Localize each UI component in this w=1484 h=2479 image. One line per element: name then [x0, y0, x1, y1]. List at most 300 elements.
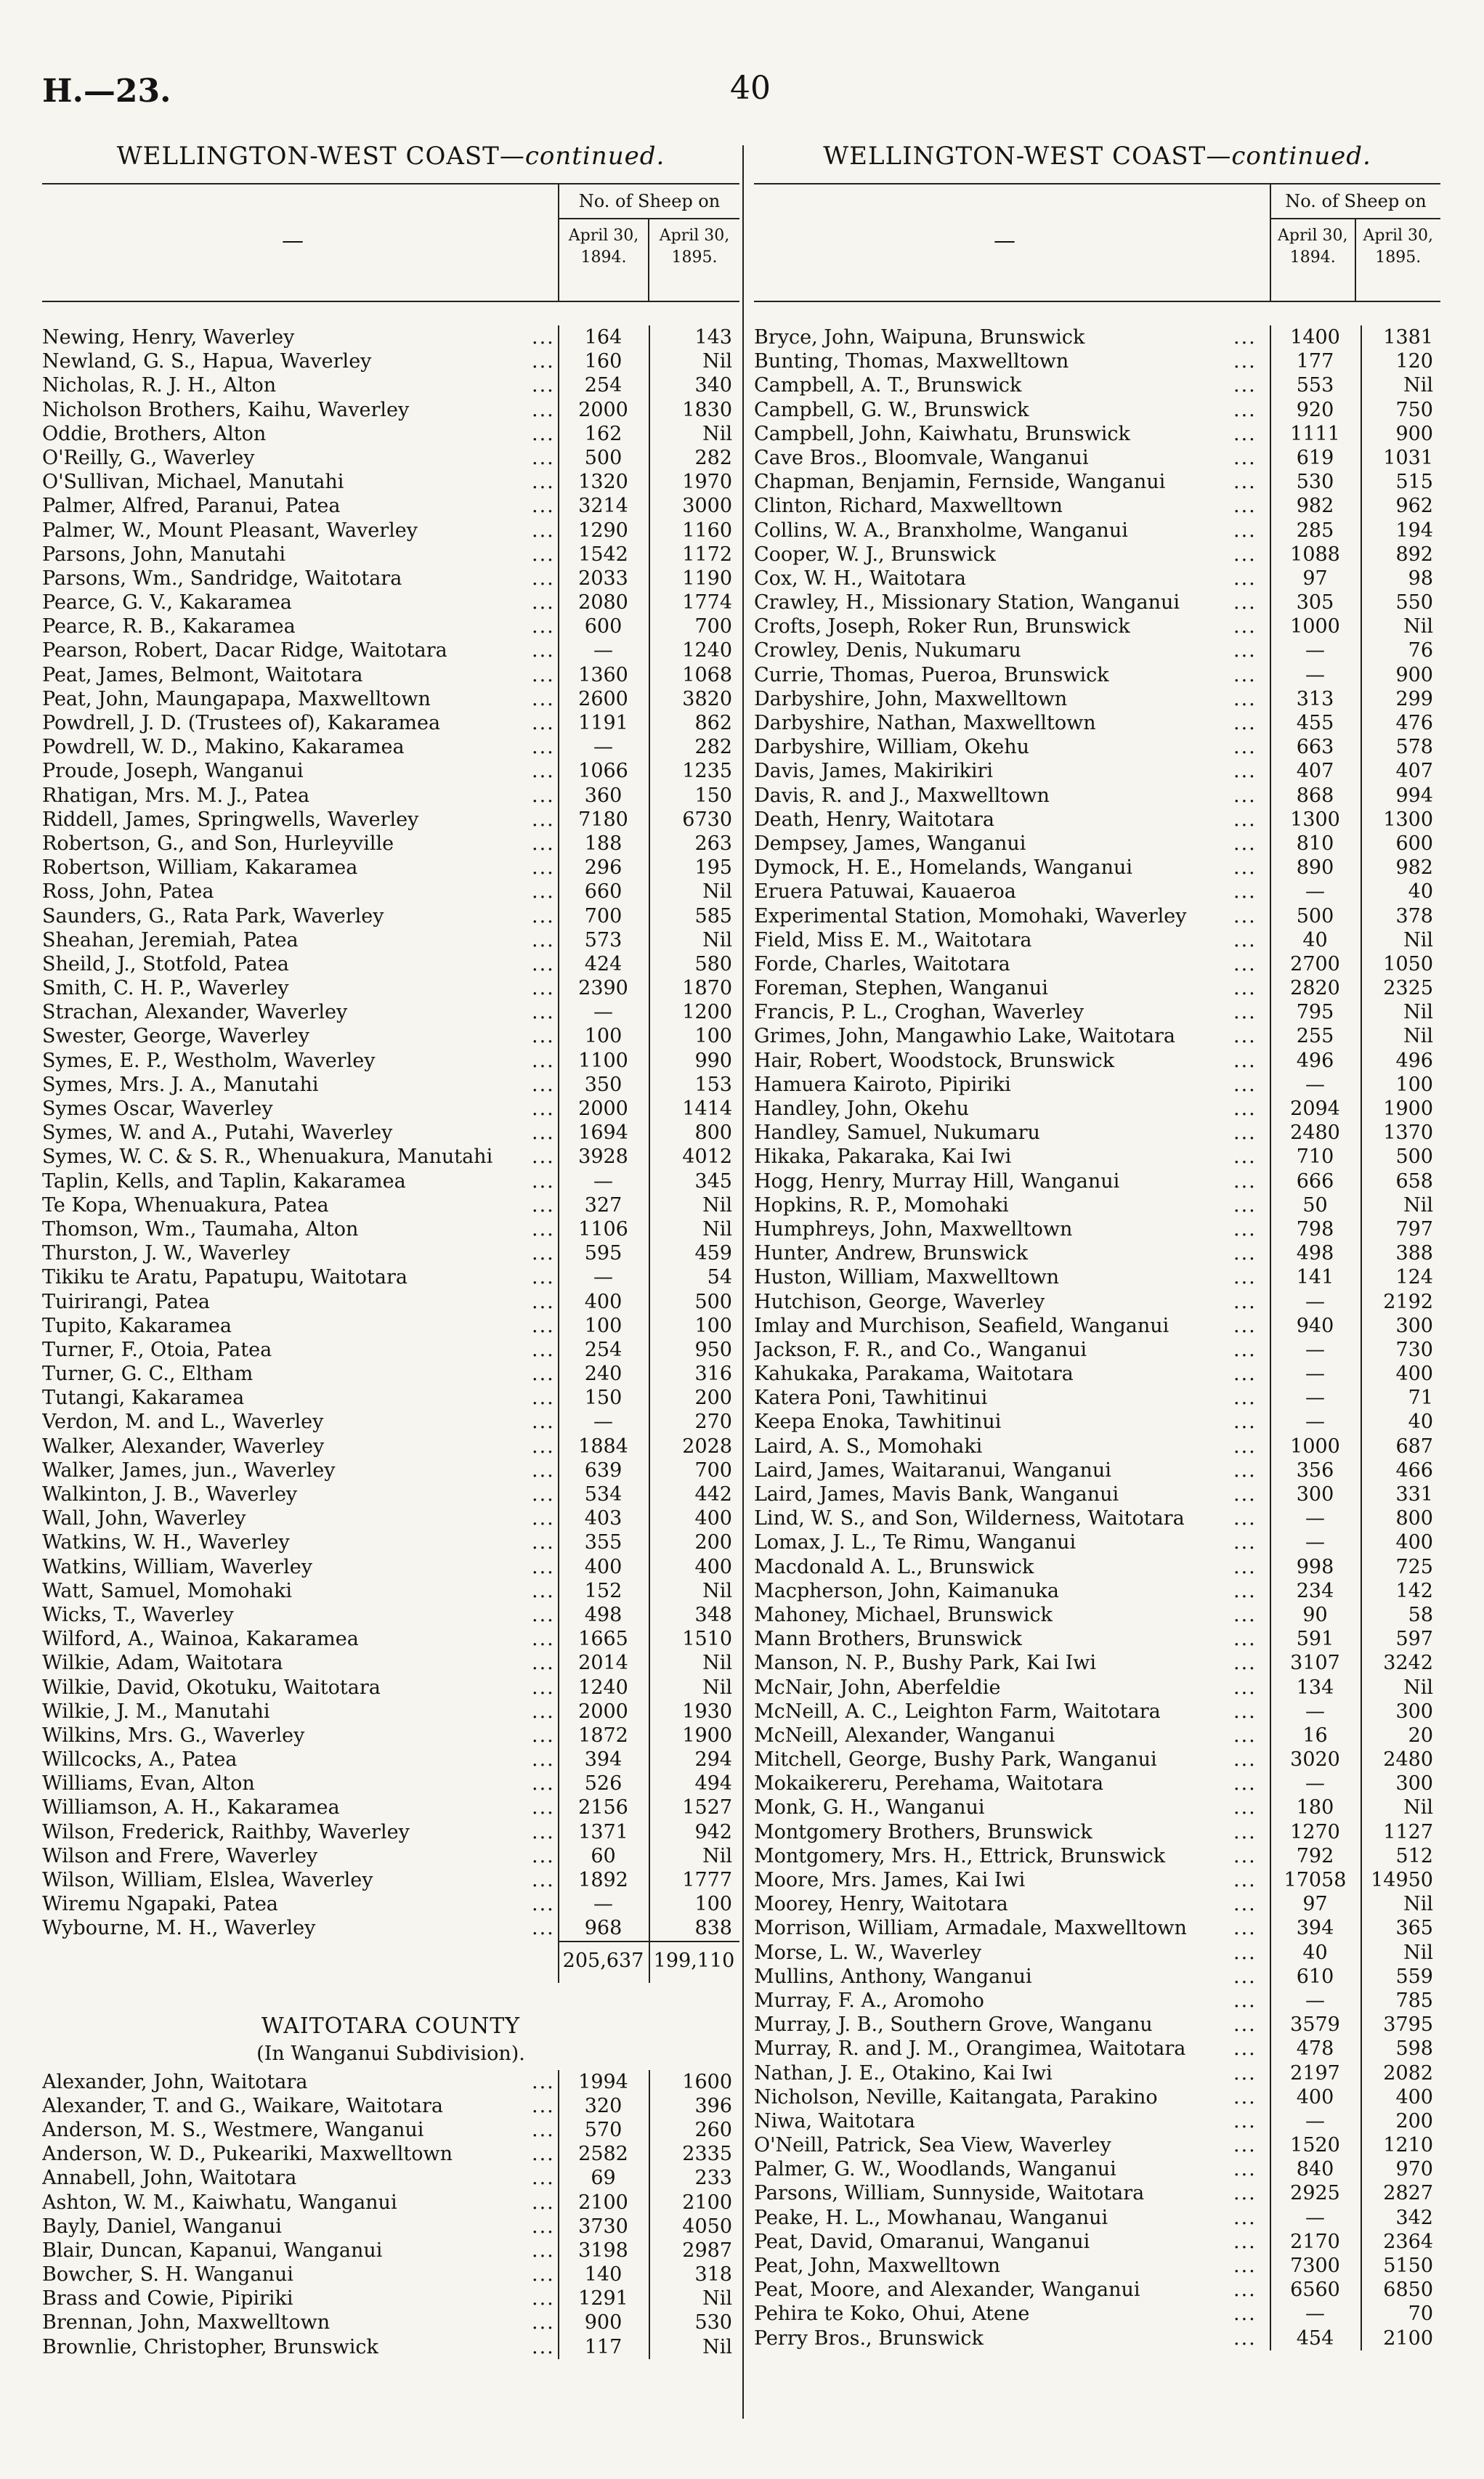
sheep-1895: 466 [1395, 1458, 1433, 1482]
leader-dots: ... [1233, 1507, 1257, 1530]
table-row [42, 2287, 739, 2310]
sheep-1895: 800 [694, 1121, 732, 1145]
leader-dots: ... [1233, 350, 1257, 373]
sheep-1894: 162 [584, 422, 623, 445]
holder-name: Laird, James, Mavis Bank, Wanganui [754, 1483, 1119, 1506]
table-row [42, 1241, 739, 1265]
leader-dots: ... [532, 1435, 555, 1458]
sheep-1894: — [1305, 1772, 1325, 1796]
holder-name: Symes, W. C. & S. R., Whenuakura, Manutahi [42, 1145, 493, 1169]
holder-name: Bunting, Thomas, Maxwelltown [754, 350, 1069, 373]
sheep-1894: — [1305, 639, 1325, 662]
sheep-1894: 660 [584, 880, 623, 904]
holder-name: Moorey, Henry, Waitotara [754, 1893, 1008, 1916]
leader-dots: ... [532, 1073, 555, 1096]
table-row [754, 2109, 1440, 2133]
table-row [754, 470, 1440, 494]
leader-dots: ... [1233, 2206, 1257, 2229]
table-row [42, 543, 739, 567]
holder-name: Imlay and Murchison, Seafield, Wanganui [754, 1314, 1169, 1337]
holder-name: Newing, Henry, Waverley [42, 326, 295, 349]
sheep-1894: 2170 [1290, 2230, 1340, 2253]
sheep-1894: 134 [1296, 1676, 1334, 1699]
table-row [42, 1868, 739, 1892]
table-row [42, 1482, 739, 1506]
sheep-1895: Nil [702, 1193, 732, 1217]
sheep-1895: Nil [1403, 1796, 1433, 1819]
sheep-1894: 296 [584, 856, 623, 880]
sheep-1894: 478 [1296, 2037, 1334, 2061]
table-row [42, 591, 739, 614]
sheep-1894: 403 [584, 1507, 623, 1530]
sheep-1894: 6560 [1290, 2279, 1340, 2302]
holder-name: Bryce, John, Waipuna, Brunswick [754, 326, 1085, 349]
holder-name: Mitchell, George, Bushy Park, Wanganui [754, 1748, 1157, 1772]
sheep-1895: 459 [694, 1242, 732, 1265]
sheep-1895: 3000 [682, 495, 732, 518]
sheep-1895: 900 [1395, 422, 1433, 445]
leader-dots: ... [1233, 1989, 1257, 2012]
holder-name: Walker, Alexander, Waverley [42, 1435, 325, 1458]
leader-dots: ... [532, 2191, 555, 2214]
leader-dots: ... [1233, 1820, 1257, 1843]
holder-name: Cooper, W. J., Brunswick [754, 543, 996, 566]
table-row [42, 1386, 739, 1410]
table-row [754, 349, 1440, 373]
table-row [42, 687, 739, 711]
sheep-1895: 142 [1395, 1579, 1433, 1602]
sheep-1895: 100 [694, 1893, 732, 1916]
sheep-1894: 3020 [1290, 1748, 1340, 1772]
leader-dots: ... [1233, 2061, 1257, 2085]
sheep-1895: 994 [1395, 784, 1433, 807]
sheep-1895: 316 [694, 1363, 732, 1386]
sheep-1895: Nil [702, 1676, 732, 1699]
sheep-1894: 1371 [578, 1820, 628, 1843]
leader-dots: ... [1233, 2326, 1257, 2350]
sheep-1895: 1300 [1383, 808, 1433, 831]
sheep-1895: 200 [694, 1387, 732, 1410]
sheep-1895: 400 [694, 1507, 732, 1530]
sheep-1895: 396 [694, 2094, 732, 2117]
sheep-1895: 3820 [682, 687, 732, 710]
sheep-1895: 270 [694, 1411, 732, 1434]
holder-name: Ross, John, Patea [42, 880, 214, 904]
sheep-1894: 320 [584, 2094, 623, 2117]
holder-name: Darbyshire, William, Okehu [754, 736, 1030, 759]
sheep-1895: 20 [1408, 1724, 1433, 1747]
leader-dots: ... [532, 1290, 555, 1313]
table-row [754, 735, 1440, 759]
leader-dots: ... [532, 1193, 555, 1217]
left-table-header [42, 183, 739, 302]
leader-dots: ... [1233, 1121, 1257, 1145]
table-row [42, 1555, 739, 1579]
holder-name: Rhatigan, Mrs. M. J., Patea [42, 784, 310, 807]
holder-name: Parsons, John, Manutahi [42, 543, 285, 566]
table-row [42, 1458, 739, 1482]
table-row [42, 1820, 739, 1844]
holder-name: Watt, Samuel, Momohaki [42, 1579, 292, 1602]
table-row [754, 1121, 1440, 1145]
sheep-1895: 6850 [1383, 2279, 1433, 2302]
sheep-1895: 900 [1395, 663, 1433, 686]
leader-dots: ... [1233, 1796, 1257, 1819]
sheep-1894: — [593, 736, 613, 759]
leader-dots: ... [1233, 663, 1257, 686]
sheep-1894: 150 [584, 1387, 623, 1410]
sheep-1895: 378 [1395, 904, 1433, 928]
sheep-1895: 263 [694, 832, 732, 855]
table-row [754, 1820, 1440, 1844]
sheep-1895: 1370 [1383, 1121, 1433, 1145]
holder-name: Cave Bros., Bloomvale, Wanganui [754, 446, 1089, 469]
leader-dots: ... [532, 398, 555, 421]
table-row [754, 543, 1440, 567]
holder-name: Te Kopa, Whenuakura, Patea [42, 1193, 329, 1217]
table-row [42, 1772, 739, 1796]
section-table-body [42, 2070, 739, 2359]
sheep-1895: Nil [1403, 928, 1433, 952]
leader-dots: ... [1233, 1555, 1257, 1578]
holder-name: Niwa, Waitotara [754, 2109, 915, 2133]
sheep-1894: 400 [584, 1555, 623, 1578]
right-col-1895: April 30, 1895. [1363, 227, 1434, 267]
leader-dots: ... [532, 1844, 555, 1867]
leader-dots: ... [532, 1820, 555, 1843]
holder-name: Pehira te Koko, Ohui, Atene [754, 2302, 1030, 2326]
leader-dots: ... [532, 350, 555, 373]
sheep-1894: 2033 [578, 567, 628, 590]
leader-dots: ... [532, 1025, 555, 1048]
sheep-1895: 365 [1395, 1917, 1433, 1940]
table-row [42, 1073, 739, 1097]
leader-dots: ... [532, 904, 555, 928]
leader-dots: ... [532, 374, 555, 397]
sheep-1894: 400 [584, 1290, 623, 1313]
sheep-1895: 100 [694, 1025, 732, 1048]
sheep-1895: 345 [694, 1169, 732, 1193]
table-row [754, 1241, 1440, 1265]
sheep-1894: 356 [1296, 1458, 1334, 1482]
leader-dots: ... [1233, 374, 1257, 397]
holder-name: Brennan, John, Maxwelltown [42, 2311, 331, 2334]
holder-name: Lind, W. S., and Son, Wilderness, Waitotara [754, 1507, 1185, 1530]
holder-name: Watkins, William, Waverley [42, 1555, 312, 1578]
page-number: 40 [730, 70, 771, 107]
sheep-1895: 40 [1408, 880, 1433, 904]
sheep-1895: 388 [1395, 1242, 1433, 1265]
table-row [42, 1916, 739, 1940]
sheep-1895: 2827 [1383, 2182, 1433, 2205]
leader-dots: ... [532, 1338, 555, 1361]
sheep-1894: 234 [1296, 1579, 1334, 1602]
sheep-1894: 60 [591, 1844, 616, 1867]
leader-dots: ... [1233, 1676, 1257, 1699]
table-row [42, 928, 739, 952]
holder-name: Tikiku te Aratu, Papatupu, Waitotara [42, 1266, 408, 1289]
table-row [42, 1724, 739, 1748]
leader-dots: ... [1233, 1652, 1257, 1675]
sheep-1894: 3928 [578, 1145, 628, 1169]
right-group-label: No. of Sheep on [1271, 184, 1440, 219]
leader-dots: ... [532, 952, 555, 975]
left-col-1895: April 30, 1895. [659, 227, 730, 267]
sheep-1895: 4050 [682, 2215, 732, 2238]
leader-dots: ... [532, 2118, 555, 2141]
sheep-1895: 1172 [682, 543, 732, 566]
leader-dots: ... [1233, 1169, 1257, 1193]
table-row [42, 1362, 739, 1386]
holder-name: Wall, John, Waverley [42, 1507, 246, 1530]
sheep-1895: 530 [694, 2311, 732, 2334]
sheep-1895: 990 [694, 1049, 732, 1072]
sheep-1895: 1050 [1383, 952, 1433, 975]
sheep-1894: 2582 [578, 2143, 628, 2166]
table-row [42, 1097, 739, 1121]
sheep-1894: — [593, 1266, 613, 1289]
holder-name: Parsons, Wm., Sandridge, Waitotara [42, 567, 402, 590]
sheep-1894: — [593, 639, 613, 662]
leader-dots: ... [532, 1700, 555, 1723]
table-row [42, 1506, 739, 1530]
section-title: WAITOTARA COUNTY [261, 2013, 521, 2039]
table-row [754, 1362, 1440, 1386]
holder-name: Nicholas, R. J. H., Alton [42, 374, 277, 397]
holder-name: O'Neill, Patrick, Sea View, Waverley [754, 2134, 1111, 2157]
table-row [42, 2335, 739, 2359]
sheep-1894: — [1305, 1387, 1325, 1410]
holder-name: Williamson, A. H., Kakaramea [42, 1796, 340, 1819]
sheep-1895: 838 [694, 1917, 732, 1940]
sheep-1894: 570 [584, 2118, 623, 2141]
holder-name: Peat, John, Maungapapa, Maxwelltown [42, 687, 431, 710]
leader-dots: ... [532, 639, 555, 662]
holder-name: Hamuera Kairoto, Pipiriki [754, 1073, 1011, 1096]
leader-dots: ... [1233, 543, 1257, 566]
left-title-continued: —continued. [499, 142, 665, 171]
sheep-1894: 97 [1302, 1893, 1328, 1916]
sheep-1895: 496 [1395, 1049, 1433, 1072]
table-row [42, 398, 739, 422]
table-row [42, 1579, 739, 1603]
table-row [754, 1410, 1440, 1434]
sheep-1895: 2325 [1383, 977, 1433, 1000]
right-rows [754, 325, 1440, 2350]
leader-dots: ... [1233, 2013, 1257, 2037]
sheep-1895: Nil [702, 2287, 732, 2310]
sheep-1894: 40 [1302, 1941, 1328, 1964]
table-row [754, 1049, 1440, 1073]
sheep-1894: 50 [1302, 1193, 1328, 1217]
page-header [0, 0, 1484, 116]
sheep-1894: 2390 [578, 977, 628, 1000]
leader-dots: ... [1233, 1001, 1257, 1024]
leader-dots: ... [1233, 519, 1257, 542]
sheep-1894: 1665 [578, 1628, 628, 1651]
sheep-1895: 700 [694, 615, 732, 638]
sheep-1895: 300 [1395, 1314, 1433, 1337]
leader-dots: ... [1233, 446, 1257, 469]
sheep-1894: 2080 [578, 591, 628, 614]
holder-name: Montgomery Brothers, Brunswick [754, 1820, 1092, 1843]
table-row [42, 494, 739, 518]
table-row [42, 1193, 739, 1217]
sheep-1894: 2100 [578, 2191, 628, 2214]
holder-name: Alexander, John, Waitotara [42, 2070, 308, 2093]
leader-dots: ... [532, 1555, 555, 1578]
leader-dots: ... [1233, 2302, 1257, 2326]
table-row [754, 325, 1440, 349]
leader-dots: ... [532, 1363, 555, 1386]
table-row [754, 1314, 1440, 1338]
sheep-1895: 2192 [1383, 1290, 1433, 1313]
leader-dots: ... [532, 1121, 555, 1145]
sheep-1895: 76 [1408, 639, 1433, 662]
holder-name: Annabell, John, Waitotara [42, 2167, 297, 2190]
holder-name: Pearce, G. V., Kakaramea [42, 591, 292, 614]
holder-name: Lomax, J. L., Te Rimu, Wanganui [754, 1531, 1076, 1554]
sheep-1894: 2014 [578, 1652, 628, 1675]
sheep-1895: 200 [1395, 2109, 1433, 2133]
sheep-1894: 534 [584, 1483, 623, 1506]
holder-name: Brownlie, Christopher, Brunswick [42, 2335, 378, 2358]
leader-dots: ... [532, 567, 555, 590]
sheep-1894: 160 [584, 350, 623, 373]
sheep-1895: 515 [1395, 471, 1433, 494]
sheep-1895: Nil [702, 422, 732, 445]
sheep-1895: Nil [1403, 374, 1433, 397]
holder-name: Mahoney, Michael, Brunswick [754, 1603, 1053, 1626]
holder-name: Forde, Charles, Waitotara [754, 952, 1010, 975]
sheep-1895: 550 [1395, 591, 1433, 614]
table-row [754, 1676, 1440, 1700]
leader-dots: ... [532, 977, 555, 1000]
sheep-1895: 442 [694, 1483, 732, 1506]
leader-dots: ... [532, 1676, 555, 1699]
leader-dots: ... [532, 1098, 555, 1120]
sheep-1894: — [1305, 2109, 1325, 2133]
sheep-1895: 730 [1395, 1338, 1433, 1361]
table-row [754, 1290, 1440, 1314]
sheep-1895: 658 [1395, 1169, 1433, 1193]
sheep-1894: 591 [1296, 1628, 1334, 1651]
table-row [754, 711, 1440, 735]
sheep-1895: 400 [694, 1555, 732, 1578]
right-title-continued: —continued. [1206, 142, 1371, 171]
table-row [42, 1290, 739, 1314]
sheep-1894: 313 [1296, 687, 1334, 710]
sheep-1895: 1900 [682, 1724, 732, 1747]
leader-dots: ... [532, 1266, 555, 1289]
right-table-header [754, 183, 1440, 302]
right-title-text: WELLINGTON-WEST COAST [823, 142, 1207, 171]
sheep-1895: 342 [1395, 2206, 1433, 2229]
holder-name: Mullins, Anthony, Wanganui [754, 1965, 1032, 1988]
sheep-1894: — [1305, 1411, 1325, 1434]
holder-name: McNair, John, Aberfeldie [754, 1676, 1001, 1699]
holder-name: Monk, G. H., Wanganui [754, 1796, 985, 1819]
holder-name: Swester, George, Waverley [42, 1025, 310, 1048]
right-name-column-header: — [994, 228, 1015, 253]
holder-name: Palmer, G. W., Woodlands, Wanganui [754, 2158, 1116, 2181]
sheep-1894: 595 [584, 1242, 623, 1265]
holder-name: Wilkie, Adam, Waitotara [42, 1652, 283, 1675]
sheep-1894: 360 [584, 784, 623, 807]
holder-name: Smith, C. H. P., Waverley [42, 977, 289, 1000]
holder-name: Nicholson Brothers, Kaihu, Waverley [42, 398, 410, 421]
sheep-1895: Nil [1403, 1001, 1433, 1024]
holder-name: Cox, W. H., Waitotara [754, 567, 966, 590]
sheep-1895: 98 [1408, 567, 1433, 590]
sheep-1895: 1127 [1383, 1820, 1433, 1843]
left-table-body [42, 325, 739, 1983]
table-row [42, 976, 739, 1000]
section-subtitle: (In Wanganui Subdivision). [256, 2042, 525, 2065]
leader-dots: ... [1233, 2230, 1257, 2253]
holder-name: Williams, Evan, Alton [42, 1772, 255, 1796]
sheep-1895: 1900 [1383, 1098, 1433, 1120]
table-row [42, 1000, 739, 1024]
leader-dots: ... [1233, 2182, 1257, 2205]
sheep-1894: — [1305, 1700, 1325, 1723]
sheep-1895: 300 [1395, 1700, 1433, 1723]
sheep-1895: 282 [694, 446, 732, 469]
table-row [42, 1603, 739, 1627]
leader-dots: ... [1233, 952, 1257, 975]
leader-dots: ... [1233, 1025, 1257, 1048]
holder-name: Crawley, H., Missionary Station, Wanganui [754, 591, 1180, 614]
table-row [42, 2215, 739, 2239]
holder-name: Campbell, John, Kaiwhatu, Brunswick [754, 422, 1130, 445]
holder-name: Palmer, W., Mount Pleasant, Waverley [42, 519, 418, 542]
table-row [42, 446, 739, 470]
holder-name: Macpherson, John, Kaimanuka [754, 1579, 1059, 1602]
sheep-1894: 900 [584, 2311, 623, 2334]
leader-dots: ... [532, 663, 555, 686]
holder-name: Experimental Station, Momohaki, Waverley [754, 904, 1187, 928]
sheep-1895: 500 [694, 1290, 732, 1313]
holder-name: Peat, John, Maxwelltown [754, 2255, 1001, 2277]
leader-dots: ... [1233, 615, 1257, 638]
leader-dots: ... [1233, 422, 1257, 445]
table-row [42, 1700, 739, 1724]
table-row [754, 373, 1440, 397]
table-row [42, 422, 739, 446]
sheep-1895: 143 [694, 326, 732, 349]
leader-dots: ... [532, 1603, 555, 1626]
sheep-1894: 573 [584, 928, 623, 952]
sheep-1894: 619 [1296, 446, 1334, 469]
table-row [42, 1049, 739, 1073]
holder-name: Grimes, John, Mangawhio Lake, Waitotara [754, 1025, 1175, 1048]
sheep-1894: 285 [1296, 519, 1334, 542]
holder-name: Bowcher, S. H. Wanganui [42, 2263, 293, 2287]
holder-name: Humphreys, John, Maxwelltown [754, 1217, 1073, 1241]
sheep-1894: 610 [1296, 1965, 1334, 1988]
sheep-1894: 810 [1296, 832, 1334, 855]
sheep-1895: 400 [1395, 1531, 1433, 1554]
leader-dots: ... [1233, 326, 1257, 349]
sheep-1895: 100 [694, 1314, 732, 1337]
leader-dots: ... [1233, 736, 1257, 759]
sheep-1894: 553 [1296, 374, 1334, 397]
sheep-1894: 792 [1296, 1844, 1334, 1867]
leader-dots: ... [532, 495, 555, 518]
sheep-1895: 40 [1408, 1411, 1433, 1434]
sheep-1894: 920 [1296, 398, 1334, 421]
holder-name: Hikaka, Pakaraka, Kai Iwi [754, 1145, 1012, 1169]
